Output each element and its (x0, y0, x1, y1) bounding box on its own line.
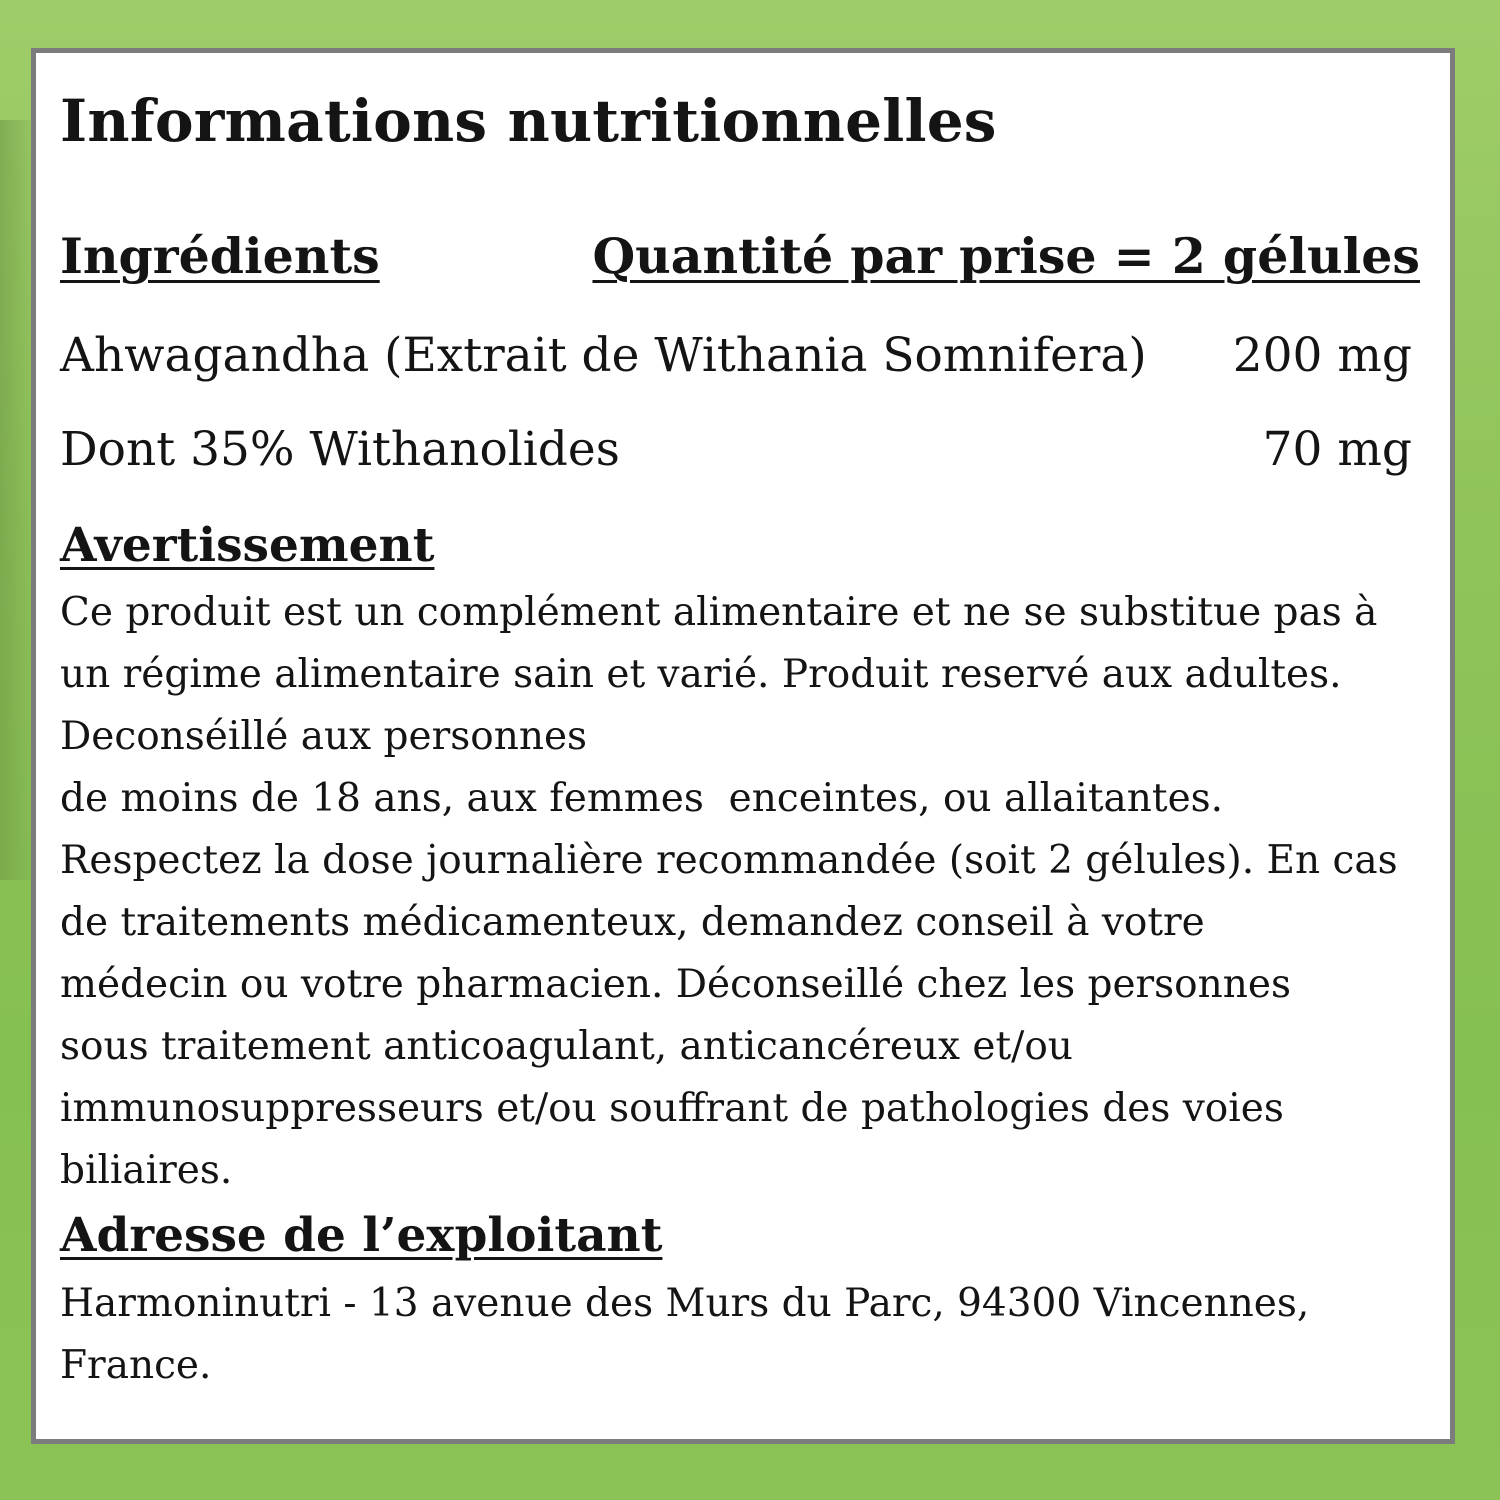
ingredients-table-header (60, 218, 1420, 298)
warning-text-line: Deconséillé aux personnes (60, 714, 588, 759)
warning-heading: Avertissement (60, 518, 435, 573)
warning-text-line: biliaires. (60, 1148, 233, 1193)
ingredients-column-header: Ingrédients (60, 227, 380, 285)
address-heading: Adresse de l’exploitant (60, 1208, 663, 1263)
address-text-line: Harmoninutri - 13 avenue des Murs du Parc, 94300 Vincennes, (60, 1281, 1310, 1326)
warning-text-line: Respectez la dose journalière recommandée (soit 2 gélules). En cas (60, 838, 1398, 883)
warning-text-line: un régime alimentaire sain et varié. Produit reservé aux adultes. (60, 652, 1342, 697)
page-title: Informations nutritionnelles (60, 87, 997, 155)
nutrition-card (31, 48, 1455, 1444)
warning-text-line: immunosuppresseurs et/ou souffrant de pathologies des voies (60, 1086, 1284, 1131)
warning-text-line: Ce produit est un complément alimentaire et ne se substitue pas à (60, 590, 1378, 635)
ingredient-quantity: 70 mg (1262, 422, 1412, 477)
warning-text-line: sous traitement anticoagulant, anticancéreux et/ou (60, 1024, 1073, 1069)
quantity-column-header: Quantité par prise = 2 gélules (592, 227, 1420, 285)
address-text-line: France. (60, 1343, 212, 1388)
ingredient-row (60, 321, 1412, 391)
ingredient-quantity: 200 mg (1232, 328, 1412, 383)
ingredient-row (60, 415, 1412, 485)
ingredient-name: Dont 35% Withanolides (60, 422, 620, 477)
warning-text-line: médecin ou votre pharmacien. Déconseillé chez les personnes (60, 962, 1291, 1007)
warning-text-line: de traitements médicamenteux, demandez conseil à votre (60, 900, 1205, 945)
warning-text-line: de moins de 18 ans, aux femmes enceintes, ou allaitantes. (60, 776, 1224, 821)
ingredient-name: Ahwagandha (Extrait de Withania Somnifera) (60, 328, 1147, 383)
